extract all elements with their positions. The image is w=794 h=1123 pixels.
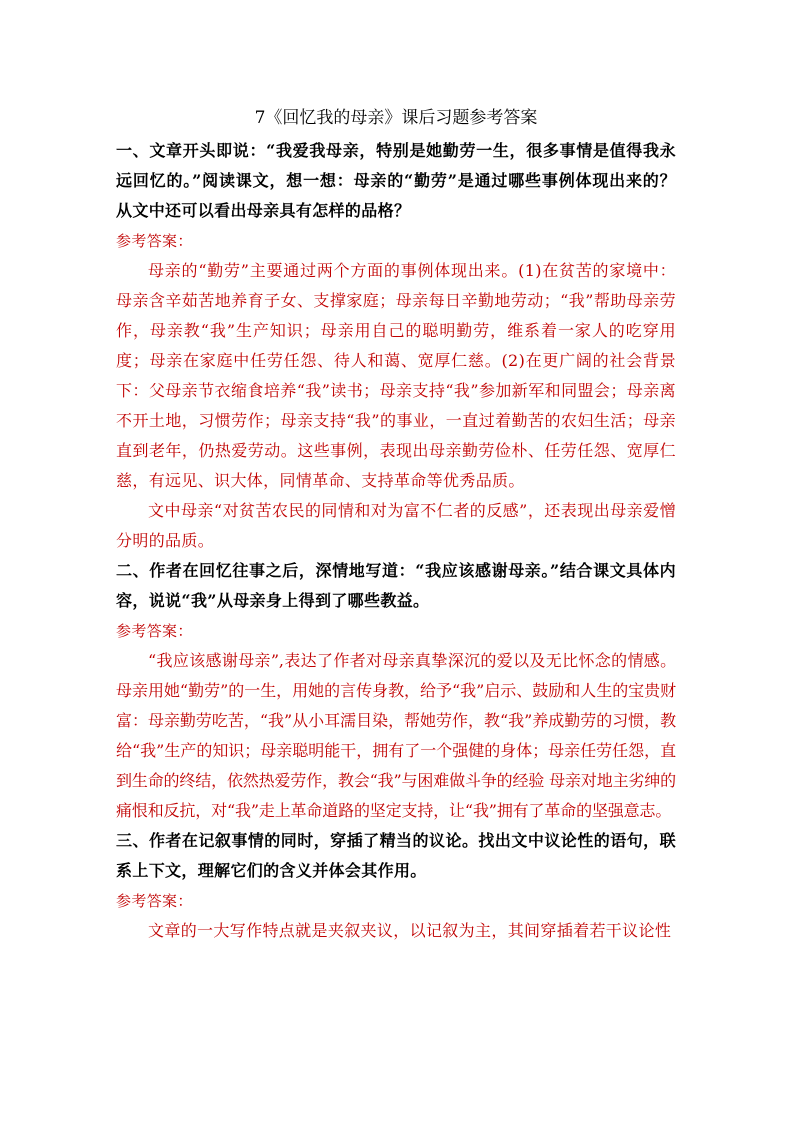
question-section-2: [116, 556, 676, 826]
answer-1-paragraph-2: 文中母亲“对贫苦农民的同情和对为富不仁者的反感”，还表现出母亲爱憎分明的品质。: [116, 501, 676, 550]
question-1-text: 一、文章开头即说：“我爱我母亲，特别是她勤劳一生，很多事情是值得我永远回忆的。”阅读课文，想一想：母亲的“勤劳”是通过哪些事例体现出来的？从文中还可以看出母亲具有怎样的品格？: [116, 141, 676, 220]
answer-1-paragraph-1: 母亲的“勤劳”主要通过两个方面的事例体现出来。(1)在贫苦的家境中：母亲含辛茹苦地养育子女、支撑家庭；母亲每日辛勤地劳动；“我”帮助母亲劳作，母亲教“我”生产知识；母亲用自己的聪明勤劳，维系着一家人的吃穿用度；母亲在家庭中任劳任怨、待人和蔼、宽厚仁慈。(2)在更广阔的社会背景下：父母亲节衣缩食培养“我”读书；母亲支持“我”参加新军和同盟会；母亲离不开土地，习惯劳作；母亲支持“我”的事业，一直过着勤苦的农妇生活；母亲直到老年，仍热爱劳动。这些事例，表现出母亲勤劳俭朴、任劳任怨、宽厚仁慈，有远见、识大体，同情革命、支持革命等优秀品质。: [116, 261, 676, 490]
answer-1-label: 参考答案：: [116, 232, 193, 250]
document-page: [116, 100, 676, 946]
answer-2-paragraph-1: “我应该感谢母亲”,表达了作者对母亲真挚深沉的爱以及无比怀念的情感。母亲用她“勤劳”的一生，用她的言传身教，给予“我”启示、鼓励和人生的宝贵财富：母亲勤劳吃苦，“我”从小耳濡目染，帮她劳作，教“我”养成勤劳的习惯，教给“我”生产的知识；母亲聪明能干，拥有了一个强健的身体；母亲任劳任怨，直到生命的终结，依然热爱劳作，教会“我”与困难做斗争的经验 母亲对地主劣绅的痛恨和反抗，对“我”走上革命道路的坚定支持，让“我”拥有了革命的坚强意志。: [116, 651, 676, 820]
question-section-3: [116, 826, 676, 946]
page-title: 7《回忆我的母亲》课后习题参考答案: [254, 108, 538, 128]
question-section-1: [116, 136, 676, 556]
answer-3-paragraph-1: 文章的一大写作特点就是夹叙夹议，以记叙为主，其间穿插着若干议论性: [148, 921, 672, 940]
answer-3-label: 参考答案：: [116, 892, 193, 910]
question-2-text: 二、作者在回忆往事之后，深情地写道：“我应该感谢母亲。”结合课文具体内容，说说“我”从母亲身上得到了哪些教益。: [116, 561, 676, 610]
answer-2-label: 参考答案：: [116, 622, 193, 640]
question-3-text: 三、作者在记叙事情的同时，穿插了精当的议论。找出文中议论性的语句，联系上下文，理解它们的含义并体会其作用。: [116, 831, 676, 880]
